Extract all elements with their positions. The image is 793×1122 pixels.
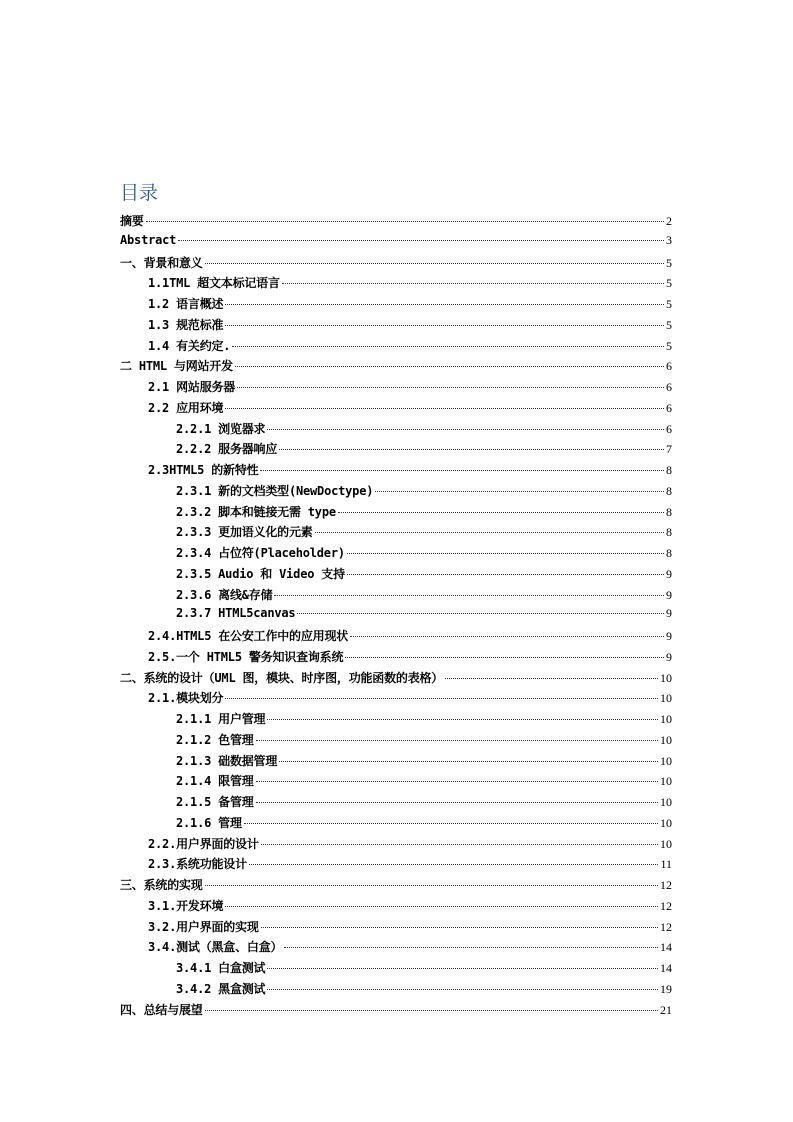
toc-entry[interactable] xyxy=(120,233,672,254)
toc-entry-text: 3.4.1 白盒测试 xyxy=(176,961,266,975)
toc-entry-text: 2.1.5 备管理 xyxy=(176,795,254,809)
toc-leader-dots xyxy=(445,678,658,679)
toc-entry-page-number: 10 xyxy=(660,712,672,726)
toc-entry-page-number: 9 xyxy=(666,649,672,664)
toc-entry-page-number: 9 xyxy=(666,629,672,643)
toc-entry-text: 2.1 网站服务器 xyxy=(148,380,236,394)
toc-entry[interactable] xyxy=(120,378,672,399)
toc-entry-text: 3.2.用户界面的实现 xyxy=(148,919,259,934)
toc-leader-dots xyxy=(279,449,664,450)
toc-leader-dots xyxy=(205,885,658,886)
toc-entry[interactable] xyxy=(120,814,672,835)
toc-entry[interactable] xyxy=(120,793,672,814)
toc-entry[interactable] xyxy=(120,689,672,710)
toc-entry[interactable] xyxy=(120,274,672,295)
toc-entry[interactable] xyxy=(120,482,672,503)
toc-leader-dots xyxy=(249,864,659,865)
toc-entry[interactable] xyxy=(120,212,672,233)
toc-leader-dots xyxy=(350,636,664,637)
toc-leader-dots xyxy=(235,366,664,367)
toc-entry[interactable] xyxy=(120,337,672,358)
toc-entry-page-number: 10 xyxy=(660,774,672,789)
toc-entry-page-number: 5 xyxy=(666,338,672,353)
toc-entry-page-number: 8 xyxy=(666,546,672,560)
toc-entry-text: 2.3.1 新的文档类型(NewDoctype) xyxy=(176,483,374,498)
toc-entry-text: 2.3HTML5 的新特性 xyxy=(148,463,259,477)
toc-entry[interactable] xyxy=(120,959,672,980)
toc-entry-page-number: 9 xyxy=(666,566,672,581)
toc-leader-dots xyxy=(267,989,658,990)
toc-entry[interactable] xyxy=(120,669,672,690)
toc-entry[interactable] xyxy=(120,876,672,897)
toc-entry-text: 2.1.模块划分 xyxy=(148,691,224,706)
toc-entry-text: 3.4.2 黑盒测试 xyxy=(176,981,266,996)
toc-entry-page-number: 6 xyxy=(666,359,672,374)
toc-entry-page-number: 9 xyxy=(666,587,672,602)
toc-entry[interactable] xyxy=(120,254,672,275)
toc-entry-text: 三、系统的实现 xyxy=(120,878,203,892)
toc-entry-text: 2.3.5 Audio 和 Video 支持 xyxy=(176,566,345,581)
toc-entry[interactable] xyxy=(120,710,672,731)
toc-entry-text: 1.4 有关约定. xyxy=(148,338,231,353)
toc-entry[interactable] xyxy=(120,565,672,586)
toc-entry[interactable] xyxy=(120,731,672,752)
toc-leader-dots xyxy=(232,346,664,347)
toc-entry[interactable] xyxy=(120,627,672,648)
toc-leader-dots xyxy=(267,968,658,969)
toc-entry-page-number: 5 xyxy=(666,297,672,311)
toc-entry[interactable] xyxy=(120,295,672,316)
toc-entry[interactable] xyxy=(120,503,672,524)
toc-entry-page-number: 7 xyxy=(666,442,672,457)
toc-entry-text: 1.2 语言概述 xyxy=(148,297,224,311)
toc-title: 目录 xyxy=(120,182,159,204)
toc-entry-page-number: 21 xyxy=(660,1002,672,1017)
toc-entry[interactable] xyxy=(120,855,672,876)
toc-leader-dots xyxy=(205,263,664,264)
toc-leader-dots xyxy=(146,221,664,222)
toc-leader-dots xyxy=(315,532,664,533)
toc-entry[interactable] xyxy=(120,316,672,337)
toc-list xyxy=(120,212,672,1021)
toc-entry[interactable] xyxy=(120,544,672,565)
toc-entry-text: 2.3.7 HTML5canvas xyxy=(176,606,296,621)
toc-entry-text: 1.1TML 超文本标记语言 xyxy=(148,276,280,291)
toc-leader-dots xyxy=(297,613,664,614)
toc-entry-page-number: 3 xyxy=(666,232,672,247)
toc-entry[interactable] xyxy=(120,357,672,378)
toc-entry-page-number: 10 xyxy=(660,691,672,706)
toc-entry[interactable] xyxy=(120,523,672,544)
toc-leader-dots xyxy=(260,470,664,471)
toc-entry-text: Abstract xyxy=(120,232,177,247)
toc-entry[interactable] xyxy=(120,752,672,773)
toc-entry-page-number: 6 xyxy=(666,400,672,415)
toc-entry-page-number: 9 xyxy=(666,606,672,621)
toc-entry-text: 2.3.6 离线&存储 xyxy=(176,587,273,602)
toc-entry[interactable] xyxy=(120,648,672,669)
toc-leader-dots xyxy=(347,574,664,575)
toc-leader-dots xyxy=(178,240,664,241)
toc-entry-page-number: 19 xyxy=(660,981,672,996)
toc-leader-dots xyxy=(244,823,658,824)
toc-entry-text: 一、背景和意义 xyxy=(120,255,203,270)
toc-leader-dots xyxy=(225,906,658,907)
toc-entry-text: 2.2.用户界面的设计 xyxy=(148,836,259,851)
toc-entry-page-number: 12 xyxy=(660,898,672,913)
toc-entry[interactable] xyxy=(120,461,672,482)
toc-entry-text: 3.1.开发环境 xyxy=(148,898,224,913)
toc-entry-page-number: 14 xyxy=(660,961,672,975)
toc-entry-text: 2.1.2 色管理 xyxy=(176,732,254,747)
toc-entry-text: 2.1.3 础数据管理 xyxy=(176,753,278,768)
toc-entry-text: 四、总结与展望 xyxy=(120,1002,203,1017)
toc-entry-text: 二 HTML 与网站开发 xyxy=(120,359,233,374)
toc-leader-dots xyxy=(225,304,664,305)
toc-entry-page-number: 8 xyxy=(666,463,672,477)
toc-leader-dots xyxy=(256,781,658,782)
toc-leader-dots xyxy=(261,927,658,928)
toc-entry-page-number: 11 xyxy=(660,857,672,872)
toc-leader-dots xyxy=(375,491,664,492)
toc-leader-dots xyxy=(237,387,664,388)
toc-entry-page-number: 2 xyxy=(666,214,672,228)
toc-leader-dots xyxy=(225,698,658,699)
toc-entry-text: 1.3 规范标准 xyxy=(148,317,224,332)
toc-entry-page-number: 10 xyxy=(660,732,672,747)
toc-entry-page-number: 6 xyxy=(666,380,672,394)
toc-entry-page-number: 5 xyxy=(666,317,672,332)
toc-entry-text: 2.2.2 服务器响应 xyxy=(176,442,278,457)
toc-entry-page-number: 8 xyxy=(666,483,672,498)
toc-leader-dots xyxy=(256,802,658,803)
toc-entry-text: 2.3.2 脚本和链接无需 type xyxy=(176,504,336,519)
toc-entry[interactable] xyxy=(120,606,672,627)
toc-entry-page-number: 5 xyxy=(666,276,672,291)
toc-leader-dots xyxy=(225,325,664,326)
toc-leader-dots xyxy=(267,429,664,430)
toc-leader-dots xyxy=(261,844,658,845)
toc-entry-page-number: 10 xyxy=(660,795,672,809)
toc-entry[interactable] xyxy=(120,897,672,918)
toc-entry[interactable] xyxy=(120,980,672,1001)
toc-entry-text: 2.3.4 占位符(Placeholder) xyxy=(176,546,345,560)
toc-entry-page-number: 5 xyxy=(666,255,672,270)
toc-leader-dots xyxy=(347,553,664,554)
toc-entry-page-number: 10 xyxy=(660,753,672,768)
toc-leader-dots xyxy=(282,283,664,284)
toc-entry[interactable] xyxy=(120,440,672,461)
toc-entry[interactable] xyxy=(120,772,672,793)
toc-entry-text: 2.1.4 限管理 xyxy=(176,774,254,789)
toc-entry-page-number: 6 xyxy=(666,421,672,436)
toc-entry-text: 3.4.测试（黑盒、白盒） xyxy=(148,940,283,955)
toc-entry-page-number: 10 xyxy=(660,836,672,851)
toc-leader-dots xyxy=(256,740,658,741)
toc-leader-dots xyxy=(205,1010,658,1011)
toc-entry-page-number: 8 xyxy=(666,525,672,540)
toc-entry-page-number: 14 xyxy=(660,940,672,955)
toc-entry[interactable] xyxy=(120,399,672,420)
toc-leader-dots xyxy=(274,595,664,596)
toc-entry-text: 2.5.一个 HTML5 警务知识查询系统 xyxy=(148,649,344,664)
toc-entry-text: 摘要 xyxy=(120,214,144,228)
toc-entry[interactable] xyxy=(120,835,672,856)
toc-entry-page-number: 12 xyxy=(660,878,672,892)
toc-entry-text: 2.2.1 浏览器求 xyxy=(176,421,266,436)
toc-entry-text: 2.3.系统功能设计 xyxy=(148,857,247,872)
toc-leader-dots xyxy=(284,947,658,948)
toc-leader-dots xyxy=(267,719,658,720)
toc-entry[interactable] xyxy=(120,420,672,441)
toc-entry-text: 二、系统的设计（UML 图，模块、时序图，功能函数的表格） xyxy=(120,670,444,685)
toc-entry-text: 2.2 应用环境 xyxy=(148,400,224,415)
toc-entry[interactable] xyxy=(120,918,672,939)
toc-entry-text: 2.4.HTML5 在公安工作中的应用现状 xyxy=(148,629,349,643)
toc-entry-page-number: 10 xyxy=(660,815,672,830)
toc-leader-dots xyxy=(338,512,664,513)
toc-leader-dots xyxy=(279,761,658,762)
toc-entry-page-number: 8 xyxy=(666,504,672,519)
toc-entry[interactable] xyxy=(120,938,672,959)
toc-leader-dots xyxy=(345,657,664,658)
toc-entry-page-number: 12 xyxy=(660,919,672,934)
toc-entry-text: 2.3.3 更加语义化的元素 xyxy=(176,525,313,540)
toc-entry[interactable] xyxy=(120,586,672,607)
toc-entry-page-number: 10 xyxy=(660,670,672,685)
toc-leader-dots xyxy=(225,408,664,409)
toc-entry-text: 2.1.6 管理 xyxy=(176,815,242,830)
toc-entry[interactable] xyxy=(120,1001,672,1022)
toc-entry-text: 2.1.1 用户管理 xyxy=(176,712,266,726)
